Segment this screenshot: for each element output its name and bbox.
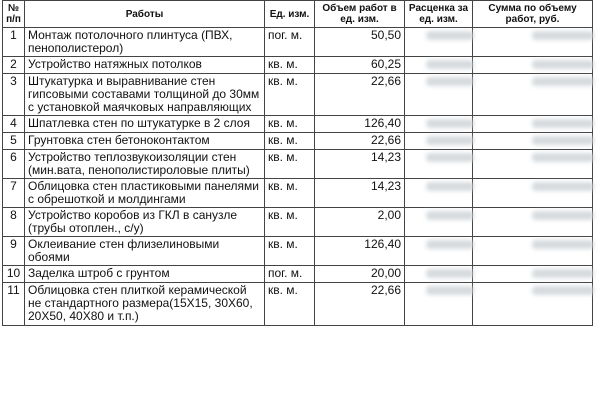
work-description: Заделка штроб с грунтом [25, 266, 265, 283]
work-volume: 126,40 [315, 116, 405, 133]
works-table [2, 0, 593, 326]
table-row [3, 208, 593, 237]
redaction-blur [426, 31, 474, 40]
header-num: № п/п [3, 1, 25, 28]
work-description: Устройство натяжных потолков [25, 57, 265, 74]
row-number: 4 [3, 116, 25, 133]
price-cell-redacted [405, 179, 473, 208]
work-description: Шпатлевка стен по штукатурке в 2 слоя [25, 116, 265, 133]
table-row [3, 266, 593, 283]
table-row [3, 57, 593, 74]
table-row [3, 133, 593, 150]
row-number: 7 [3, 179, 25, 208]
work-volume: 14,23 [315, 179, 405, 208]
unit-of-measure: кв. м. [265, 179, 315, 208]
table-row [3, 237, 593, 266]
redaction-blur [532, 182, 594, 191]
work-volume: 126,40 [315, 237, 405, 266]
sum-cell-redacted [473, 28, 593, 57]
row-number: 3 [3, 74, 25, 116]
header-sum: Сумма по объему работ, руб. [473, 1, 593, 28]
redaction-blur [426, 77, 474, 86]
redaction-blur [426, 153, 474, 162]
work-volume: 14,23 [315, 150, 405, 179]
price-cell-redacted [405, 57, 473, 74]
sum-cell-redacted [473, 116, 593, 133]
sum-cell-redacted [473, 150, 593, 179]
redaction-blur [532, 119, 594, 128]
price-cell-redacted [405, 237, 473, 266]
work-volume: 2,00 [315, 208, 405, 237]
price-cell-redacted [405, 74, 473, 116]
redaction-blur [426, 269, 474, 278]
work-description: Монтаж потолочного плинтуса (ПВХ, пенополистерол) [25, 28, 265, 57]
redaction-blur [426, 286, 474, 295]
price-cell-redacted [405, 208, 473, 237]
work-description: Грунтовка стен бетоноконтактом [25, 133, 265, 150]
redaction-blur [532, 31, 594, 40]
unit-of-measure: кв. м. [265, 237, 315, 266]
row-number: 5 [3, 133, 25, 150]
row-number: 8 [3, 208, 25, 237]
redaction-blur [532, 211, 594, 220]
unit-of-measure: кв. м. [265, 283, 315, 326]
row-number: 1 [3, 28, 25, 57]
header-unit: Ед. изм. [265, 1, 315, 28]
work-description: Оклеивание стен флизелиновыми обоями [25, 237, 265, 266]
table-row [3, 116, 593, 133]
table-row [3, 179, 593, 208]
redaction-blur [426, 240, 474, 249]
redaction-blur [426, 211, 474, 220]
row-number: 6 [3, 150, 25, 179]
redaction-blur [532, 77, 594, 86]
unit-of-measure: кв. м. [265, 116, 315, 133]
sum-cell-redacted [473, 57, 593, 74]
redaction-blur [532, 153, 594, 162]
work-volume: 20,00 [315, 266, 405, 283]
redaction-blur [532, 240, 594, 249]
header-volume: Объем работ в ед. изм. [315, 1, 405, 28]
table-header-row [3, 1, 593, 28]
price-cell-redacted [405, 150, 473, 179]
row-number: 9 [3, 237, 25, 266]
redaction-blur [532, 269, 594, 278]
redaction-blur [426, 60, 474, 69]
table-row [3, 150, 593, 179]
redaction-blur [426, 136, 474, 145]
work-description: Устройство теплозвукоизоляции стен (мин.вата, пенополистироловые плиты) [25, 150, 265, 179]
row-number: 11 [3, 283, 25, 326]
price-cell-redacted [405, 133, 473, 150]
sum-cell-redacted [473, 179, 593, 208]
work-description: Облицовка стен плиткой керамической не стандартного размера(15X15, 30X60, 20X50, 40X80 и т.п.) [25, 283, 265, 326]
redaction-blur [426, 182, 474, 191]
price-cell-redacted [405, 28, 473, 57]
price-cell-redacted [405, 283, 473, 326]
redaction-blur [426, 119, 474, 128]
unit-of-measure: пог. м. [265, 266, 315, 283]
unit-of-measure: кв. м. [265, 74, 315, 116]
redaction-blur [532, 60, 594, 69]
price-cell-redacted [405, 266, 473, 283]
header-works: Работы [25, 1, 265, 28]
redaction-blur [532, 286, 594, 295]
sum-cell-redacted [473, 283, 593, 326]
unit-of-measure: кв. м. [265, 133, 315, 150]
sum-cell-redacted [473, 133, 593, 150]
price-cell-redacted [405, 116, 473, 133]
work-description: Штукатурка и выравнивание стен гипсовыми составами толщиной до 30мм с установкой маячковых направляющих [25, 74, 265, 116]
sum-cell-redacted [473, 266, 593, 283]
header-price: Расценка за ед. изм. [405, 1, 473, 28]
row-number: 2 [3, 57, 25, 74]
table-row [3, 74, 593, 116]
sum-cell-redacted [473, 208, 593, 237]
sum-cell-redacted [473, 237, 593, 266]
table-row [3, 283, 593, 326]
unit-of-measure: кв. м. [265, 57, 315, 74]
work-volume: 50,50 [315, 28, 405, 57]
table-row [3, 28, 593, 57]
unit-of-measure: пог. м. [265, 28, 315, 57]
row-number: 10 [3, 266, 25, 283]
unit-of-measure: кв. м. [265, 150, 315, 179]
work-volume: 22,66 [315, 74, 405, 116]
work-volume: 22,66 [315, 133, 405, 150]
unit-of-measure: кв. м. [265, 208, 315, 237]
sum-cell-redacted [473, 74, 593, 116]
work-description: Устройство коробов из ГКЛ в санузле (трубы отоплен., с/у) [25, 208, 265, 237]
redaction-blur [532, 136, 594, 145]
work-description: Облицовка стен пластиковыми панелями с обрешоткой и молдингами [25, 179, 265, 208]
work-volume: 22,66 [315, 283, 405, 326]
work-volume: 60,25 [315, 57, 405, 74]
